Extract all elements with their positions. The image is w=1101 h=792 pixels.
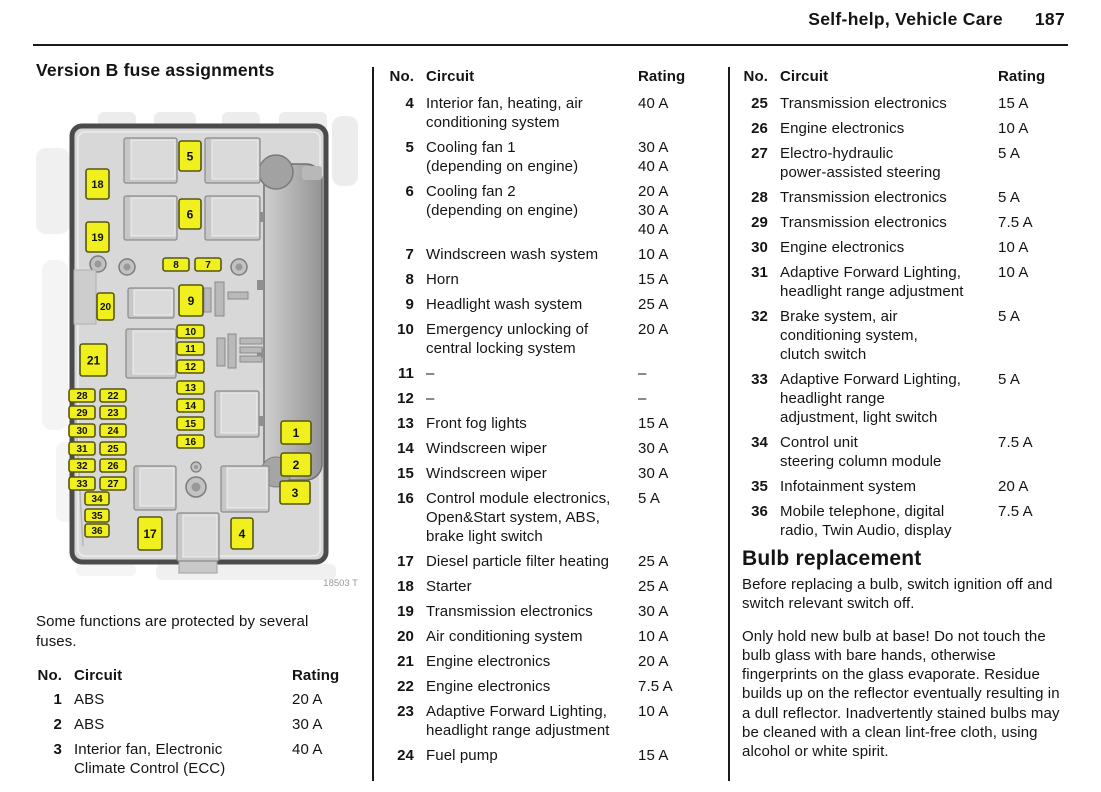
fuse-label-13: [177, 381, 204, 394]
cell-circuit: Windscreen wiper: [426, 440, 547, 457]
cell-rating: 5 A: [638, 490, 660, 507]
cell-no: 13: [397, 415, 414, 432]
svg-text:20: 20: [99, 302, 112, 314]
table-row: [742, 188, 1068, 207]
cell-circuit: Emergency unlocking of central locking system: [426, 321, 589, 357]
cell-no: 1: [53, 691, 62, 708]
fuse-label-19: [86, 222, 109, 252]
svg-text:34: 34: [91, 494, 103, 506]
cell-rating: –: [638, 365, 647, 382]
cell-no: 35: [751, 478, 768, 495]
column-divider-right: [728, 67, 730, 781]
fuse-label-6: [179, 199, 201, 229]
fuse-label-21: [80, 344, 107, 376]
col-header-rating: Rating: [292, 667, 340, 684]
table-row: [388, 414, 710, 433]
table-header: [388, 67, 710, 86]
cell-no: 22: [397, 678, 414, 695]
cell-rating: 10 A: [638, 628, 669, 645]
cell-rating: 5 A: [998, 189, 1020, 206]
table-row: [388, 389, 710, 408]
table-row: [388, 577, 710, 596]
fuse-label-26: [100, 459, 126, 472]
table-header: [742, 67, 1068, 86]
cell-no: 6: [405, 183, 414, 200]
cell-rating: 7.5 A: [998, 503, 1033, 520]
cell-circuit: Front fog lights: [426, 415, 527, 432]
cell-circuit: Diesel particle filter heating: [426, 553, 610, 570]
cell-rating: 40 A: [638, 95, 669, 112]
table-row: [742, 119, 1068, 138]
cell-no: 15: [397, 465, 414, 482]
fuse-label-9: [179, 285, 203, 316]
cell-no: 36: [751, 503, 768, 520]
diagram-wrap: [36, 112, 368, 590]
svg-text:26: 26: [107, 461, 119, 473]
svg-text:25: 25: [107, 444, 119, 456]
col-header-circuit: Circuit: [426, 68, 475, 85]
cell-rating: 30 A: [638, 603, 669, 620]
cell-no: 14: [397, 440, 414, 457]
table-row: [742, 263, 1068, 301]
table-body: [742, 94, 1068, 540]
page-header: [808, 9, 1065, 30]
fuse-label-30: [69, 424, 95, 437]
cell-rating: 15 A: [638, 747, 669, 764]
cell-rating: 20 A 30 A 40 A: [638, 183, 669, 238]
cell-circuit: Engine electronics: [426, 653, 551, 670]
cell-no: 16: [397, 490, 414, 507]
table-body: [36, 690, 368, 778]
cell-no: 8: [405, 271, 414, 288]
cell-circuit: Engine electronics: [780, 120, 905, 137]
cell-no: 32: [751, 308, 768, 325]
fuse-table-right: [742, 67, 1068, 540]
table-row: [742, 502, 1068, 540]
cell-circuit: Headlight wash system: [426, 296, 583, 313]
cell-rating: 7.5 A: [638, 678, 673, 695]
cell-circuit: Windscreen wash system: [426, 246, 599, 263]
cell-circuit: Engine electronics: [426, 678, 551, 695]
fuse-note: Some functions are protected by several fuses.: [36, 613, 309, 650]
table-row: [742, 213, 1068, 232]
diagram-caption: 18503 T: [323, 578, 358, 589]
cell-rating: 40 A: [292, 741, 323, 758]
middle-column: [388, 58, 710, 771]
cell-rating: 5 A: [998, 308, 1020, 325]
fuse-label-23: [100, 406, 126, 419]
cell-circuit: –: [426, 390, 435, 407]
cell-circuit: Starter: [426, 578, 472, 595]
table-row: [36, 740, 368, 778]
table-row: [742, 433, 1068, 471]
cell-no: 34: [751, 434, 768, 451]
cell-rating: 15 A: [998, 95, 1029, 112]
cell-no: 11: [397, 365, 414, 382]
fuse-label-11: [177, 342, 204, 355]
cell-rating: 5 A: [998, 371, 1020, 388]
table-row: [388, 702, 710, 740]
col-header-no: No.: [389, 68, 414, 85]
cell-rating: 30 A: [292, 716, 323, 733]
cell-no: 21: [397, 653, 414, 670]
cell-rating: 10 A: [998, 239, 1029, 256]
right-column: [742, 58, 1068, 775]
table-row: [388, 138, 710, 176]
cell-circuit: ABS: [74, 691, 105, 708]
cell-rating: 15 A: [638, 415, 669, 432]
section-heading: Version B fuse assignments: [36, 60, 275, 80]
table-row: [742, 370, 1068, 427]
fuse-label-2: [281, 453, 311, 476]
svg-text:3: 3: [291, 485, 299, 500]
column-divider-left: [372, 67, 374, 781]
table-body: [388, 94, 710, 765]
table-row: [742, 144, 1068, 182]
cell-circuit: Horn: [426, 271, 459, 288]
cell-rating: 5 A: [998, 145, 1020, 162]
fuse-table-left: [36, 666, 368, 778]
svg-text:1: 1: [292, 425, 300, 440]
svg-text:19: 19: [91, 231, 104, 244]
table-row: [388, 552, 710, 571]
fuse-label-17: [138, 517, 162, 550]
cell-no: 5: [405, 139, 414, 156]
table-row: [36, 690, 368, 709]
cell-no: 7: [405, 246, 414, 263]
svg-text:12: 12: [184, 362, 197, 374]
svg-text:35: 35: [91, 511, 103, 523]
cell-rating: –: [638, 390, 647, 407]
svg-text:27: 27: [107, 479, 119, 491]
svg-text:21: 21: [86, 353, 101, 368]
cell-circuit: Air conditioning system: [426, 628, 583, 645]
cell-circuit: Transmission electronics: [426, 603, 593, 620]
svg-text:6: 6: [186, 207, 194, 222]
svg-text:14: 14: [184, 401, 197, 413]
svg-text:23: 23: [107, 408, 119, 420]
table-row: [388, 320, 710, 358]
cell-circuit: ABS: [74, 716, 105, 733]
cell-circuit: Fuel pump: [426, 747, 498, 764]
cell-no: 26: [751, 120, 768, 137]
bulb-paragraph-1: Before replacing a bulb, switch ignition off and switch relevant switch off.: [742, 576, 1053, 613]
svg-text:24: 24: [107, 426, 119, 438]
cell-no: 18: [397, 578, 414, 595]
svg-text:33: 33: [76, 479, 88, 491]
svg-text:30: 30: [76, 426, 88, 438]
svg-text:32: 32: [76, 461, 88, 473]
cell-circuit: Adaptive Forward Lighting, headlight range adjustment, light switch: [780, 371, 962, 426]
svg-text:22: 22: [107, 391, 119, 403]
cell-circuit: Windscreen wiper: [426, 465, 547, 482]
cell-circuit: Control unit steering column module: [780, 434, 942, 470]
cell-no: 23: [397, 703, 414, 720]
cell-no: 9: [405, 296, 414, 313]
cell-circuit: Control module electronics, Open&Start system, ABS, brake light switch: [426, 490, 611, 545]
cell-circuit: Transmission electronics: [780, 189, 947, 206]
svg-text:17: 17: [143, 526, 157, 541]
cell-no: 12: [397, 390, 414, 407]
bulb-replacement-heading: Bulb replacement: [742, 547, 922, 570]
fuse-table-middle: [388, 67, 710, 765]
cell-circuit: Cooling fan 1 (depending on engine): [426, 139, 579, 175]
cell-circuit: Adaptive Forward Lighting, headlight range adjustment: [426, 703, 610, 739]
cell-rating: 20 A: [998, 478, 1029, 495]
fuse-label-34: [85, 492, 109, 505]
table-row: [388, 364, 710, 383]
cell-no: 2: [53, 716, 62, 733]
fuse-label-7: [195, 258, 221, 271]
cell-rating: 25 A: [638, 578, 669, 595]
cell-circuit: Infotainment system: [780, 478, 917, 495]
cell-no: 31: [751, 264, 768, 281]
fuse-label-4: [231, 518, 253, 549]
col-header-rating: Rating: [638, 68, 686, 85]
cell-rating: 25 A: [638, 296, 669, 313]
svg-text:5: 5: [186, 149, 194, 164]
cell-circuit: Brake system, air conditioning system, clutch switch: [780, 308, 918, 363]
fuse-label-20: [97, 293, 114, 320]
cell-rating: 25 A: [638, 553, 669, 570]
fuse-label-36: [85, 524, 109, 537]
table-row: [388, 489, 710, 546]
svg-text:7: 7: [205, 260, 211, 272]
svg-text:4: 4: [238, 526, 246, 541]
table-row: [742, 238, 1068, 257]
svg-text:16: 16: [184, 437, 197, 449]
fuse-label-24: [100, 424, 126, 437]
cell-no: 17: [397, 553, 414, 570]
fuse-label-15: [177, 417, 204, 430]
fuse-label-18: [86, 169, 109, 199]
cell-rating: 10 A: [638, 703, 669, 720]
cell-circuit: Cooling fan 2 (depending on engine): [426, 183, 579, 219]
table-row: [388, 245, 710, 264]
col-header-circuit: Circuit: [74, 667, 123, 684]
table-row: [36, 715, 368, 734]
header-rule: [33, 44, 1068, 46]
col-header-no: No.: [37, 667, 62, 684]
table-header: [36, 666, 368, 685]
col-header-rating: Rating: [998, 68, 1046, 85]
fuse-label-25: [100, 442, 126, 455]
svg-text:15: 15: [184, 419, 197, 431]
fuse-label-28: [69, 389, 95, 402]
cell-rating: 15 A: [638, 271, 669, 288]
svg-text:36: 36: [91, 526, 103, 538]
svg-text:28: 28: [76, 391, 88, 403]
cell-no: 19: [397, 603, 414, 620]
cell-circuit: Adaptive Forward Lighting, headlight range adjustment: [780, 264, 964, 300]
fuse-label-16: [177, 435, 204, 448]
svg-text:18: 18: [91, 178, 104, 191]
fuse-label-1: [281, 421, 311, 444]
table-row: [742, 94, 1068, 113]
cell-rating: 30 A 40 A: [638, 139, 669, 175]
cell-rating: 7.5 A: [998, 214, 1033, 231]
svg-text:11: 11: [185, 344, 196, 356]
table-row: [388, 94, 710, 132]
table-row: [388, 270, 710, 289]
svg-text:8: 8: [173, 260, 179, 272]
cell-rating: 20 A: [638, 653, 669, 670]
fuse-label-33: [69, 477, 95, 490]
svg-text:31: 31: [76, 444, 88, 456]
fuse-label-3: [280, 481, 310, 504]
fuse-label-31: [69, 442, 95, 455]
cell-circuit: –: [426, 365, 435, 382]
fuse-label-5: [179, 141, 201, 171]
table-row: [388, 295, 710, 314]
fuse-label-32: [69, 459, 95, 472]
cell-circuit: Electro-hydraulic power-assisted steering: [780, 145, 941, 181]
table-row: [742, 477, 1068, 496]
svg-text:13: 13: [184, 383, 197, 395]
fuse-label-35: [85, 509, 109, 522]
table-row: [388, 464, 710, 483]
cell-no: 3: [53, 741, 62, 758]
fuse-label-27: [100, 477, 126, 490]
fuse-label-14: [177, 399, 204, 412]
bulb-paragraph-2: Only hold new bulb at base! Do not touch the bulb glass with bare hands, otherwise fingerprints on the glass evaporate. Residue builds up on the reflector eventually resulting in a dull reflector. Inadvertently stained bulbs may be cleaned with a clean lint-free cloth, using alcohol or white spirit.: [742, 627, 1060, 761]
cell-rating: 20 A: [292, 691, 323, 708]
cell-circuit: Interior fan, Electronic Climate Control (ECC): [74, 741, 226, 777]
cell-circuit: Transmission electronics: [780, 214, 947, 231]
table-row: [388, 627, 710, 646]
left-column: [36, 58, 368, 784]
cell-no: 29: [751, 214, 768, 231]
cell-rating: 30 A: [638, 465, 669, 482]
cell-rating: 7.5 A: [998, 434, 1033, 451]
cell-circuit: Mobile telephone, digital radio, Twin Audio, display: [780, 503, 952, 539]
table-row: [388, 652, 710, 671]
page-header-title: Self-help, Vehicle Care: [808, 9, 1003, 29]
cell-no: 25: [751, 95, 768, 112]
cell-circuit: Interior fan, heating, air conditioning system: [426, 95, 583, 131]
fuse-box-diagram: [36, 112, 366, 590]
table-row: [388, 439, 710, 458]
cell-rating: 30 A: [638, 440, 669, 457]
cell-no: 4: [405, 95, 414, 112]
cell-rating: 20 A: [638, 321, 669, 338]
col-header-circuit: Circuit: [780, 68, 829, 85]
page-number: 187: [1034, 9, 1065, 29]
table-row: [388, 182, 710, 239]
table-row: [388, 677, 710, 696]
svg-text:10: 10: [184, 327, 197, 339]
fuse-label-22: [100, 389, 126, 402]
fuse-label-12: [177, 360, 204, 373]
cell-rating: 10 A: [638, 246, 669, 263]
cell-rating: 10 A: [998, 120, 1029, 137]
svg-text:9: 9: [187, 293, 195, 308]
svg-text:29: 29: [76, 408, 88, 420]
table-row: [388, 602, 710, 621]
cell-rating: 10 A: [998, 264, 1029, 281]
cell-no: 33: [751, 371, 768, 388]
fuse-label-29: [69, 406, 95, 419]
fuse-label-10: [177, 325, 204, 338]
cell-circuit: Transmission electronics: [780, 95, 947, 112]
cell-circuit: Engine electronics: [780, 239, 905, 256]
cell-no: 27: [751, 145, 768, 162]
cell-no: 10: [397, 321, 414, 338]
fuse-label-8: [163, 258, 189, 271]
cell-no: 30: [751, 239, 768, 256]
cell-no: 28: [751, 189, 768, 206]
cell-no: 24: [397, 747, 414, 764]
svg-text:2: 2: [292, 457, 300, 472]
col-header-no: No.: [743, 68, 768, 85]
table-row: [742, 307, 1068, 364]
table-row: [388, 746, 710, 765]
cell-no: 20: [397, 628, 414, 645]
